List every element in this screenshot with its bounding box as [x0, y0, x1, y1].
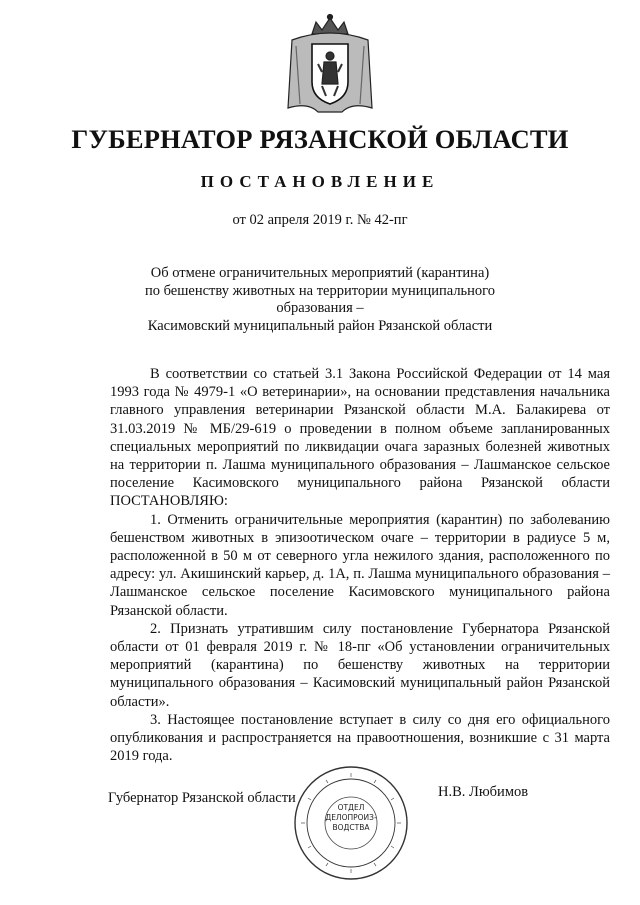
coat-of-arms-emblem: [282, 12, 378, 116]
subject-line: Об отмене ограничительных мероприятий (карантина): [150, 265, 490, 281]
clause-1: 1. Отменить ограничительные мероприятия (карантин) по заболеванию бешенством животных в эпизоотическом очаге – территории в радиусе 5 м, расположенной в 50 м от северного угла нежилого здания, расположенного по адресу: ул. Акишинский карьер, д. 1А, п. Лашма муниципального образования – Лашманское сельское поселение Касимовского муниципального района Рязанской области.: [110, 511, 610, 619]
document-subject: [110, 265, 530, 335]
clause-3: 3. Настоящее постановление вступает в силу со дня его официального опубликования и распространяется на правоотношения, возникшие с 31 марта 2019 года.: [110, 711, 610, 765]
signatory-position: Губернатор Рязанской области: [108, 790, 296, 806]
stamp-text: ОТДЕЛ ДЕЛОПРОИЗ- ВОДСТВА: [325, 803, 377, 832]
subject-line: Касимовский муниципальный район Рязанской области: [147, 317, 493, 334]
document-date-number: от 02 апреля 2019 г. № 42-пг: [232, 212, 408, 228]
signatory-name: Н.В. Любимов: [438, 784, 529, 800]
issuer-title: ГУБЕРНАТОР РЯЗАНСКОЙ ОБЛАСТИ: [71, 124, 569, 154]
document-body: [110, 365, 610, 765]
preamble-paragraph: В соответствии со статьей 3.1 Закона Российской Федерации от 14 мая 1993 года № 4979-1 «О ветеринарии», на основании представления начальника главного управления ветеринарии Рязанской области М.А. Балакирева от 31.03.2019 № МБ/29-619 о проведении в полном объеме запланированных специальных мероприятий по ликвидации очага заразных болезней животных на территории п. Лашма муниципального образования – Лашманское сельское поселение Касимовского муниципального района Рязанской области ПОСТАНОВЛЯЮ:: [110, 366, 610, 510]
document-type: ПОСТАНОВЛЕНИЕ: [200, 172, 440, 191]
clause-2: 2. Признать утратившим силу постановление Губернатора Рязанской области от 01 февраля 2019 г. № 18-пг «Об установлении ограничительных мероприятий (карантина) по бешенству животных на территории муниципального образования – Касимовский муниципальный район Рязанской области».: [110, 620, 610, 710]
subject-line: по бешенству животных на территории муниципального образования –: [144, 282, 496, 316]
